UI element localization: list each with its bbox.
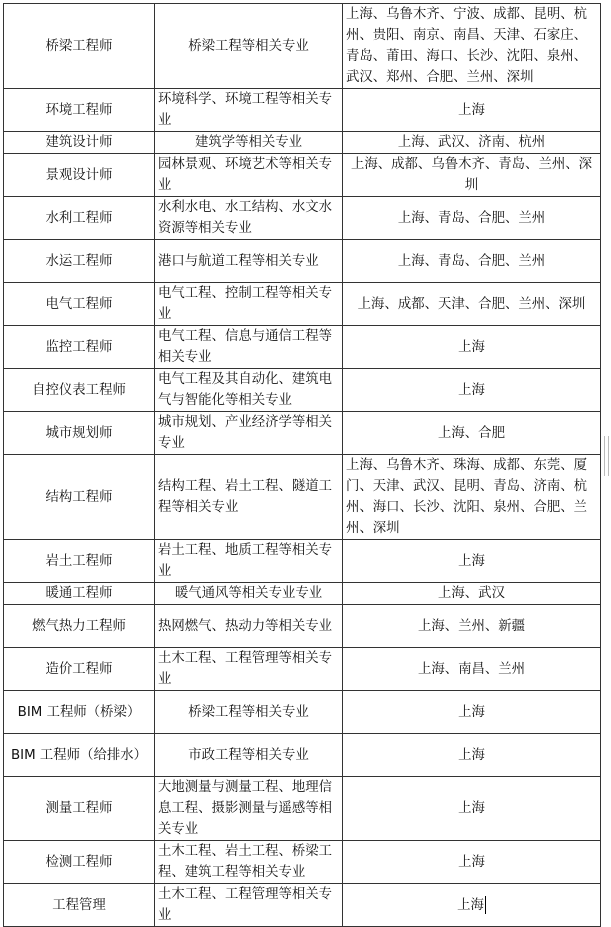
cities-cell: 上海、青岛、合肥、兰州 xyxy=(343,197,601,240)
table-row xyxy=(4,326,601,369)
position-cell: 建筑设计师 xyxy=(4,132,155,154)
cities-cell: 上海、南昌、兰州 xyxy=(343,648,601,691)
cities-cell: 上海 xyxy=(343,734,601,777)
position-cell: 岩土工程师 xyxy=(4,540,155,583)
major-cell: 岩土工程、地质工程等相关专业 xyxy=(155,540,343,583)
table-row xyxy=(4,734,601,777)
recruitment-table xyxy=(3,3,601,927)
cities-cell: 上海 xyxy=(343,540,601,583)
position-cell: 电气工程师 xyxy=(4,283,155,326)
table-row xyxy=(4,412,601,455)
major-cell: 园林景观、环境艺术等相关专业 xyxy=(155,154,343,197)
major-cell: 土木工程、工程管理等相关专业 xyxy=(155,648,343,691)
major-cell: 城市规划、产业经济学等相关专业 xyxy=(155,412,343,455)
position-cell: 结构工程师 xyxy=(4,455,155,540)
cities-cell: 上海、合肥 xyxy=(343,412,601,455)
position-cell: 自控仪表工程师 xyxy=(4,369,155,412)
cities-cell: 上海 xyxy=(343,326,601,369)
table-row xyxy=(4,540,601,583)
cities-cell: 上海、青岛、合肥、兰州 xyxy=(343,240,601,283)
major-cell: 电气工程及其自动化、建筑电气与智能化等相关专业 xyxy=(155,369,343,412)
table-row xyxy=(4,369,601,412)
major-cell: 桥梁工程等相关专业 xyxy=(155,4,343,89)
major-cell: 水利水电、水工结构、水文水资源等相关专业 xyxy=(155,197,343,240)
cities-cell: 上海 xyxy=(343,777,601,841)
cities-cell: 上海 xyxy=(343,89,601,132)
cities-cell: 上海、成都、天津、合肥、兰州、深圳 xyxy=(343,283,601,326)
cities-cell: 上海、兰州、新疆 xyxy=(343,605,601,648)
cities-text: 上海 xyxy=(457,897,484,913)
position-cell: 测量工程师 xyxy=(4,777,155,841)
position-cell: 水运工程师 xyxy=(4,240,155,283)
position-cell: 检测工程师 xyxy=(4,841,155,884)
major-cell: 热网燃气、热动力等相关专业 xyxy=(155,605,343,648)
cities-cell: 上海 xyxy=(343,691,601,734)
table-row xyxy=(4,583,601,605)
major-cell: 港口与航道工程等相关专业 xyxy=(155,240,343,283)
position-cell: 燃气热力工程师 xyxy=(4,605,155,648)
table-body xyxy=(4,4,601,927)
position-cell: BIM 工程师（给排水） xyxy=(4,734,155,777)
cities-cell: 上海 xyxy=(343,369,601,412)
table-row xyxy=(4,455,601,540)
scroll-handle[interactable] xyxy=(604,436,609,476)
position-cell: BIM 工程师（桥梁） xyxy=(4,691,155,734)
cities-cell: 上海、武汉、济南、杭州 xyxy=(343,132,601,154)
major-cell: 桥梁工程等相关专业 xyxy=(155,691,343,734)
table-row xyxy=(4,154,601,197)
text-cursor xyxy=(485,896,486,914)
position-cell: 水利工程师 xyxy=(4,197,155,240)
major-cell: 建筑学等相关专业 xyxy=(155,132,343,154)
position-cell: 桥梁工程师 xyxy=(4,4,155,89)
major-cell: 电气工程、信息与通信工程等相关专业 xyxy=(155,326,343,369)
cities-cell: 上海、乌鲁木齐、宁波、成都、昆明、杭州、贵阳、南京、南昌、天津、石家庄、青岛、莆田、海口、长沙、沈阳、泉州、武汉、郑州、合肥、兰州、深圳 xyxy=(343,4,601,89)
table-row xyxy=(4,841,601,884)
table-row xyxy=(4,132,601,154)
position-cell: 暖通工程师 xyxy=(4,583,155,605)
cities-cell: 上海、武汉 xyxy=(343,583,601,605)
major-cell: 土木工程、工程管理等相关专业 xyxy=(155,884,343,927)
position-cell: 工程管理 xyxy=(4,884,155,927)
major-cell: 结构工程、岩土工程、隧道工程等相关专业 xyxy=(155,455,343,540)
position-cell: 景观设计师 xyxy=(4,154,155,197)
table-row xyxy=(4,884,601,927)
table-row xyxy=(4,89,601,132)
position-cell: 城市规划师 xyxy=(4,412,155,455)
table-row xyxy=(4,605,601,648)
table-row xyxy=(4,691,601,734)
table-row xyxy=(4,283,601,326)
cities-cell: 上海、成都、乌鲁木齐、青岛、兰州、深圳 xyxy=(343,154,601,197)
position-cell: 监控工程师 xyxy=(4,326,155,369)
position-cell: 造价工程师 xyxy=(4,648,155,691)
table-row xyxy=(4,4,601,89)
table-row xyxy=(4,240,601,283)
table-row xyxy=(4,648,601,691)
table-row xyxy=(4,197,601,240)
cities-cell: 上海、乌鲁木齐、珠海、成都、东莞、厦门、天津、武汉、昆明、青岛、济南、杭州、海口、长沙、沈阳、泉州、合肥、兰州、深圳 xyxy=(343,455,601,540)
table-row xyxy=(4,777,601,841)
major-cell: 市政工程等相关专业 xyxy=(155,734,343,777)
major-cell: 大地测量与测量工程、地理信息工程、摄影测量与遥感等相关专业 xyxy=(155,777,343,841)
major-cell: 暖气通风等相关专业专业 xyxy=(155,583,343,605)
major-cell: 土木工程、岩土工程、桥梁工程、建筑工程等相关专业 xyxy=(155,841,343,884)
position-cell: 环境工程师 xyxy=(4,89,155,132)
cities-cell: 上海 xyxy=(343,841,601,884)
major-cell: 环境科学、环境工程等相关专业 xyxy=(155,89,343,132)
major-cell: 电气工程、控制工程等相关专业 xyxy=(155,283,343,326)
cities-cell[interactable] xyxy=(343,884,601,927)
